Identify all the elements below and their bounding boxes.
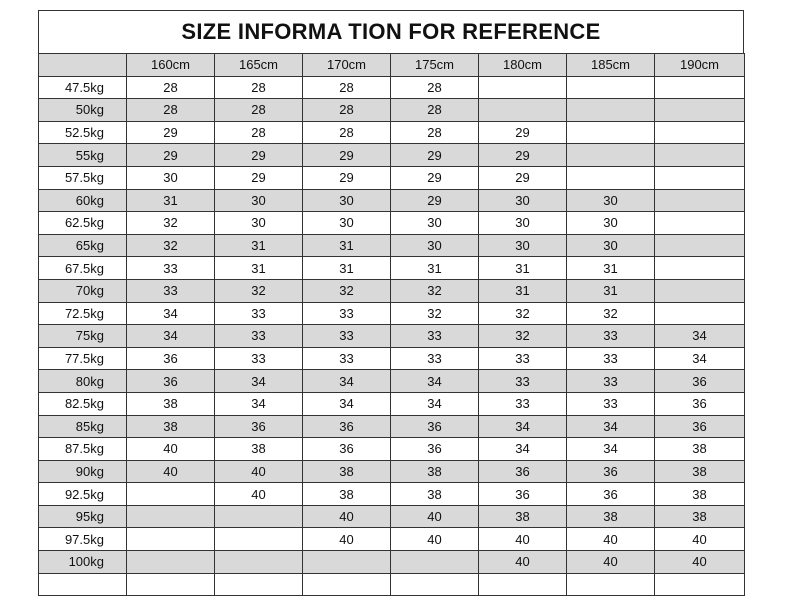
weight-cell: 92.5kg [39, 483, 127, 506]
size-cell: 36 [303, 438, 391, 461]
size-cell [215, 528, 303, 551]
weight-cell: 97.5kg [39, 528, 127, 551]
size-chart [38, 10, 744, 596]
weight-cell: 52.5kg [39, 121, 127, 144]
size-cell: 36 [479, 460, 567, 483]
size-cell: 32 [479, 302, 567, 325]
size-cell: 28 [303, 99, 391, 122]
size-table [38, 53, 745, 596]
size-cell: 30 [303, 189, 391, 212]
size-cell [655, 573, 745, 596]
size-cell [303, 573, 391, 596]
size-cell: 38 [655, 460, 745, 483]
size-cell: 40 [303, 505, 391, 528]
weight-cell: 82.5kg [39, 392, 127, 415]
size-cell: 29 [479, 144, 567, 167]
size-cell: 29 [127, 144, 215, 167]
size-cell: 38 [655, 438, 745, 461]
size-cell: 36 [655, 370, 745, 393]
size-cell [567, 144, 655, 167]
size-cell: 32 [303, 279, 391, 302]
size-cell [127, 483, 215, 506]
size-cell [655, 257, 745, 280]
weight-cell: 47.5kg [39, 76, 127, 99]
table-row [39, 551, 745, 574]
header-height-cell: 170cm [303, 54, 391, 77]
size-cell: 38 [303, 483, 391, 506]
table-row [39, 121, 745, 144]
size-cell: 38 [391, 483, 479, 506]
size-cell [303, 551, 391, 574]
size-cell: 29 [391, 144, 479, 167]
weight-cell: 95kg [39, 505, 127, 528]
weight-cell: 67.5kg [39, 257, 127, 280]
size-cell: 30 [391, 212, 479, 235]
size-cell: 40 [655, 528, 745, 551]
size-cell [655, 189, 745, 212]
size-cell: 33 [567, 347, 655, 370]
size-cell: 33 [215, 302, 303, 325]
chart-title: SIZE INFORMA TION FOR REFERENCE [38, 10, 744, 53]
table-body [39, 76, 745, 596]
size-cell: 40 [479, 528, 567, 551]
size-cell [391, 551, 479, 574]
size-cell: 30 [479, 234, 567, 257]
table-row [39, 528, 745, 551]
size-cell: 30 [567, 234, 655, 257]
size-cell [655, 234, 745, 257]
size-cell [567, 76, 655, 99]
size-cell: 31 [391, 257, 479, 280]
weight-cell: 60kg [39, 189, 127, 212]
size-cell: 30 [567, 189, 655, 212]
table-row [39, 234, 745, 257]
size-cell: 33 [479, 347, 567, 370]
size-cell: 40 [215, 460, 303, 483]
size-cell [655, 279, 745, 302]
size-cell: 36 [655, 392, 745, 415]
size-cell: 33 [479, 392, 567, 415]
size-cell: 33 [127, 279, 215, 302]
size-cell: 32 [215, 279, 303, 302]
table-row [39, 483, 745, 506]
size-cell: 29 [479, 121, 567, 144]
size-cell: 34 [391, 370, 479, 393]
size-cell: 29 [215, 166, 303, 189]
size-cell [215, 573, 303, 596]
size-cell [655, 166, 745, 189]
size-cell [127, 528, 215, 551]
table-row [39, 212, 745, 235]
size-cell: 38 [127, 392, 215, 415]
size-cell: 34 [215, 370, 303, 393]
size-cell: 31 [215, 257, 303, 280]
size-cell: 31 [567, 257, 655, 280]
table-row [39, 257, 745, 280]
table-row [39, 189, 745, 212]
size-cell [479, 573, 567, 596]
size-cell [655, 144, 745, 167]
size-cell: 34 [127, 302, 215, 325]
table-row [39, 166, 745, 189]
size-cell: 34 [567, 415, 655, 438]
size-cell [215, 505, 303, 528]
weight-cell: 57.5kg [39, 166, 127, 189]
size-cell: 33 [215, 325, 303, 348]
size-cell: 30 [215, 189, 303, 212]
size-cell: 28 [127, 99, 215, 122]
size-cell: 34 [479, 438, 567, 461]
weight-cell: 100kg [39, 551, 127, 574]
size-cell: 40 [127, 460, 215, 483]
size-cell: 38 [479, 505, 567, 528]
size-cell: 28 [215, 99, 303, 122]
size-cell: 31 [303, 257, 391, 280]
size-cell: 36 [567, 483, 655, 506]
size-cell: 28 [303, 121, 391, 144]
size-cell: 28 [303, 76, 391, 99]
weight-cell: 70kg [39, 279, 127, 302]
size-cell [127, 551, 215, 574]
table-row [39, 76, 745, 99]
header-height-cell: 160cm [127, 54, 215, 77]
table-row [39, 279, 745, 302]
size-cell: 38 [215, 438, 303, 461]
size-cell [655, 302, 745, 325]
size-cell [479, 76, 567, 99]
size-cell: 36 [127, 347, 215, 370]
size-cell [215, 551, 303, 574]
size-cell: 32 [127, 212, 215, 235]
size-cell [127, 573, 215, 596]
table-row [39, 438, 745, 461]
weight-cell: 85kg [39, 415, 127, 438]
table-row [39, 370, 745, 393]
size-cell [655, 121, 745, 144]
size-cell [567, 166, 655, 189]
size-cell: 30 [567, 212, 655, 235]
size-cell: 32 [127, 234, 215, 257]
size-cell: 33 [567, 370, 655, 393]
size-cell: 32 [391, 302, 479, 325]
weight-cell: 80kg [39, 370, 127, 393]
size-cell: 28 [391, 121, 479, 144]
size-cell: 34 [567, 438, 655, 461]
size-cell: 40 [479, 551, 567, 574]
size-cell: 29 [391, 166, 479, 189]
size-cell: 36 [391, 415, 479, 438]
size-cell: 38 [567, 505, 655, 528]
size-cell: 36 [127, 370, 215, 393]
size-cell [567, 573, 655, 596]
size-cell: 40 [391, 528, 479, 551]
weight-cell: 87.5kg [39, 438, 127, 461]
table-row [39, 573, 745, 596]
size-cell: 36 [215, 415, 303, 438]
weight-cell: 62.5kg [39, 212, 127, 235]
header-height-cell: 165cm [215, 54, 303, 77]
header-row [39, 54, 745, 77]
size-cell: 32 [567, 302, 655, 325]
size-cell: 29 [303, 144, 391, 167]
weight-cell: 72.5kg [39, 302, 127, 325]
weight-cell: 75kg [39, 325, 127, 348]
size-cell: 30 [127, 166, 215, 189]
size-cell [655, 99, 745, 122]
size-cell: 34 [655, 325, 745, 348]
size-cell [567, 121, 655, 144]
size-cell: 33 [127, 257, 215, 280]
size-cell: 36 [479, 483, 567, 506]
size-cell: 40 [655, 551, 745, 574]
size-cell: 30 [215, 212, 303, 235]
size-cell: 38 [655, 505, 745, 528]
size-cell: 29 [303, 166, 391, 189]
size-cell [479, 99, 567, 122]
size-cell: 34 [479, 415, 567, 438]
size-cell: 33 [303, 347, 391, 370]
size-cell: 31 [567, 279, 655, 302]
size-cell: 33 [567, 325, 655, 348]
size-cell [567, 99, 655, 122]
size-cell: 40 [127, 438, 215, 461]
size-cell: 33 [303, 325, 391, 348]
size-cell [655, 76, 745, 99]
size-cell: 40 [215, 483, 303, 506]
size-cell: 34 [655, 347, 745, 370]
size-cell: 29 [127, 121, 215, 144]
table-row [39, 302, 745, 325]
size-cell: 30 [479, 189, 567, 212]
size-cell: 33 [303, 302, 391, 325]
size-cell: 34 [127, 325, 215, 348]
size-cell: 40 [567, 528, 655, 551]
size-cell [655, 212, 745, 235]
size-cell: 33 [391, 347, 479, 370]
size-cell: 34 [303, 370, 391, 393]
header-height-cell: 180cm [479, 54, 567, 77]
size-cell [391, 573, 479, 596]
size-cell: 40 [567, 551, 655, 574]
size-cell: 38 [303, 460, 391, 483]
size-cell [127, 505, 215, 528]
size-cell: 31 [479, 257, 567, 280]
size-cell: 36 [567, 460, 655, 483]
size-cell: 33 [479, 370, 567, 393]
size-cell: 28 [215, 121, 303, 144]
size-cell: 33 [391, 325, 479, 348]
size-cell: 31 [479, 279, 567, 302]
weight-cell: 90kg [39, 460, 127, 483]
size-cell: 29 [215, 144, 303, 167]
weight-cell: 65kg [39, 234, 127, 257]
size-cell: 40 [391, 505, 479, 528]
size-cell: 31 [303, 234, 391, 257]
size-cell: 28 [127, 76, 215, 99]
size-cell: 30 [303, 212, 391, 235]
weight-cell: 77.5kg [39, 347, 127, 370]
weight-cell: 55kg [39, 144, 127, 167]
size-cell: 30 [479, 212, 567, 235]
weight-cell [39, 573, 127, 596]
table-row [39, 392, 745, 415]
header-corner-cell [39, 54, 127, 77]
size-cell: 31 [215, 234, 303, 257]
header-height-cell: 175cm [391, 54, 479, 77]
size-cell: 38 [127, 415, 215, 438]
table-row [39, 325, 745, 348]
size-cell: 34 [215, 392, 303, 415]
size-cell: 34 [303, 392, 391, 415]
table-row [39, 460, 745, 483]
table-row [39, 144, 745, 167]
size-cell: 31 [127, 189, 215, 212]
size-cell: 33 [215, 347, 303, 370]
size-cell: 40 [303, 528, 391, 551]
size-cell: 28 [391, 76, 479, 99]
size-cell: 28 [215, 76, 303, 99]
size-cell: 29 [479, 166, 567, 189]
size-cell: 34 [391, 392, 479, 415]
size-cell: 36 [391, 438, 479, 461]
table-row [39, 347, 745, 370]
size-cell: 36 [655, 415, 745, 438]
header-height-cell: 185cm [567, 54, 655, 77]
size-cell: 32 [479, 325, 567, 348]
size-cell: 38 [391, 460, 479, 483]
size-cell: 38 [655, 483, 745, 506]
size-cell: 33 [567, 392, 655, 415]
table-row [39, 99, 745, 122]
size-cell: 36 [303, 415, 391, 438]
size-cell: 29 [391, 189, 479, 212]
table-row [39, 415, 745, 438]
size-cell: 28 [391, 99, 479, 122]
weight-cell: 50kg [39, 99, 127, 122]
size-cell: 30 [391, 234, 479, 257]
size-cell: 32 [391, 279, 479, 302]
header-height-cell: 190cm [655, 54, 745, 77]
table-row [39, 505, 745, 528]
